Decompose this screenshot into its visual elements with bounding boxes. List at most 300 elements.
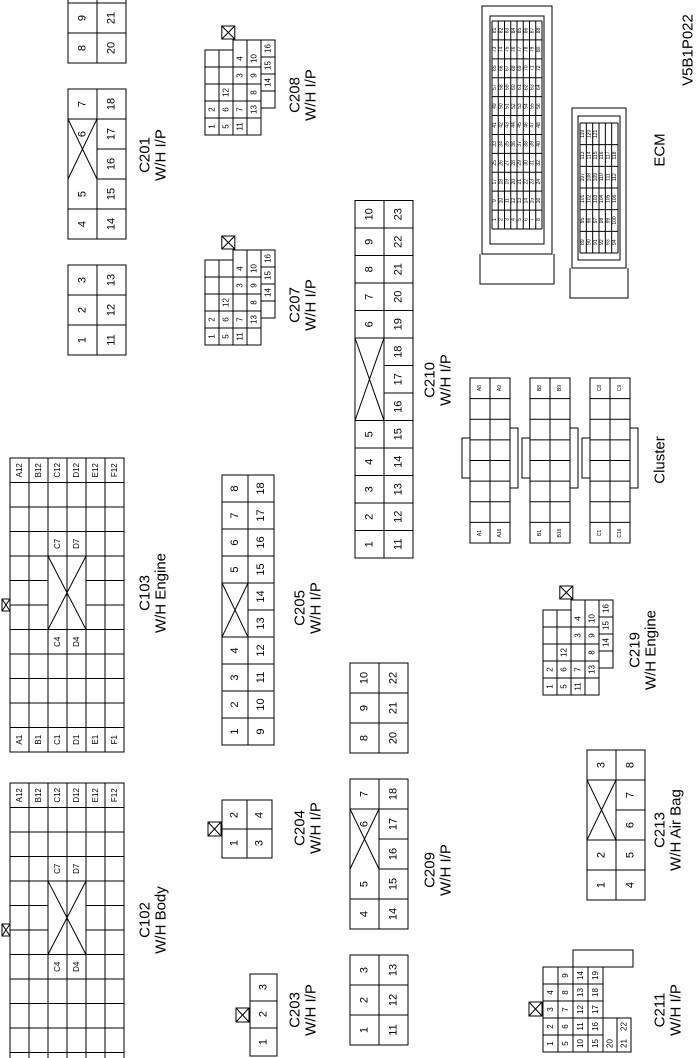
pin-label: 19 [504,178,511,185]
pin-label: 98 [599,217,606,224]
pin-label: 2 [229,701,241,708]
pin-label: 10 [587,614,597,623]
pin-label: C12 [53,462,62,478]
ecm-foot [480,254,554,284]
pin-label: 13 [105,273,118,287]
pin-label: 17 [387,817,400,831]
pin-label: 3 [573,633,583,638]
pin-label: 10 [249,54,259,63]
pin-label: 6 [221,317,231,322]
pin-label: 105 [605,194,612,204]
pin-label: 53 [517,103,524,109]
pin-label: 12 [221,88,231,97]
pin-label: 18 [498,178,505,185]
pin-label: 71 [529,65,536,72]
pin-label: 21 [619,1039,629,1048]
pin-label: 1 [257,1038,270,1046]
pin-label: 3 [235,283,245,288]
diagram-code [680,14,697,86]
pin-label: 12 [105,303,118,317]
pin-label: B1 [537,529,543,537]
pin-label: 7 [529,218,536,221]
pin-label: 76 [510,46,517,53]
pin-label: C4 [53,961,62,972]
pin-label: 16 [591,1022,600,1031]
pin-label: 23 [392,208,405,221]
connector-id: C201 [136,137,154,173]
c207-connector [205,236,320,345]
pin-label: 3 [504,218,511,221]
pin-label: 1 [207,334,217,339]
pin-label: 11 [392,538,405,550]
outline [205,50,219,135]
pin-label: D7 [72,538,81,549]
pin-label: 2 [358,996,371,1004]
pin-label: F1 [110,735,119,745]
pin-label: B12 [34,788,43,803]
pin-label: 7 [229,512,241,519]
pin-label: 114 [586,151,593,160]
pin-label: 13 [387,963,400,977]
pin-label: 1 [546,1041,555,1046]
pin-label: 3 [363,486,376,493]
pin-label: 4 [510,218,517,221]
pin-label: 16 [535,197,542,204]
pin-label: 111 [605,173,612,181]
pin-label: 14 [392,455,405,468]
pin-label: 3 [229,674,241,681]
pin-label: 5 [76,190,89,198]
pin-label: D4 [72,961,81,972]
pin-label: 2 [498,218,505,221]
pin-label: 26 [498,160,505,166]
pin-label: 17 [392,373,405,386]
c203-connector [236,974,320,1056]
pin-label: 23 [529,178,536,185]
pin-label: 86 [523,27,530,34]
pin-label: 16 [387,847,400,861]
harness-name: W/H Body [152,886,170,954]
pin-label: 108 [586,172,593,182]
harness-name: W/H I/P [302,279,320,331]
pin-label: A8 [477,384,483,392]
pin-label: 1 [595,881,608,889]
pin-label: A9 [497,384,503,392]
pin-label: 13 [249,315,259,324]
pin-label: C9 [617,384,623,392]
pin-label: E12 [91,788,100,803]
pin-label: 21 [105,11,118,25]
harness-name: W/H Engine [152,552,170,634]
outline [582,438,590,478]
pin-label: B8 [537,384,543,392]
pin-label: 3 [595,761,608,769]
pin-label: 10 [576,1039,585,1048]
pin-label: 85 [517,27,524,34]
pin-label: A12 [15,788,24,803]
pin-label: C16 [617,528,623,538]
pin-label: 12 [255,644,267,657]
outline [570,428,578,488]
pin-label: 1 [363,541,376,548]
pin-label: 73 [492,46,499,53]
pin-label: D4 [72,636,81,647]
pin-label: 80 [535,46,542,53]
pin-label: 17 [255,509,267,522]
connector-id: C208 [286,77,304,113]
harness-name: W/H I/P [307,582,325,634]
outline [571,600,585,695]
pin-label: 13 [392,483,405,496]
pin-label: 7 [235,107,245,112]
connector-id: Cluster [651,436,669,484]
pin-label: 113 [580,151,587,160]
pin-label: 6 [363,321,376,328]
pin-label: 58 [498,84,505,90]
pin-label: 5 [363,431,376,438]
pin-label: 89 [580,239,587,245]
pin-label: 83 [504,27,511,34]
pin-label: 41 [492,122,499,128]
c209-connector [350,663,455,1045]
pin-label: 7 [561,1007,570,1012]
pin-label: 77 [517,46,524,53]
pin-label: 97 [592,217,599,224]
pin-label: 120 [586,129,593,139]
pin-label: 121 [592,129,599,139]
pin-label: C1 [53,734,62,745]
pin-label: 2 [207,107,217,112]
pin-label: 107 [580,172,587,182]
connector-id: C204 [291,810,309,846]
pin-label: 8 [535,218,542,221]
pin-label: 14 [263,288,273,297]
pin-label: 20 [605,1039,615,1048]
pin-label: 10 [498,197,505,204]
pin-label: 60 [510,84,517,90]
connector-id: C209 [421,852,439,888]
pin-label: 29 [517,160,524,166]
pin-label: 112 [611,173,618,182]
pin-label: 18 [105,97,118,111]
pin-label: 96 [586,217,593,224]
pin-label: 6 [559,667,569,672]
pin-label: 7 [358,790,371,798]
pin-label: 11 [573,682,583,691]
pin-label: 20 [387,731,400,745]
pin-label: 9 [492,199,499,203]
pin-label: 11 [235,332,245,341]
pin-label: 12 [510,197,517,204]
pin-label: 1 [492,218,499,221]
pin-label: 95 [580,217,587,224]
pin-label: 87 [529,27,536,34]
harness-name: W/H I/P [437,844,455,896]
pin-label: 54 [523,103,530,109]
pin-label: 14 [601,638,611,647]
outline [233,40,247,135]
pin-label: 31 [529,160,536,166]
pin-label: 9 [587,633,597,638]
pin-label: 5 [221,124,231,129]
pin-label: 25 [492,160,499,166]
pin-label: 11 [504,198,511,204]
c103-connector [2,458,170,752]
pin-label: 67 [504,65,511,72]
pin-label: 15 [263,271,273,280]
pin-label: C7 [53,863,62,874]
pin-label: 18 [392,345,405,358]
pin-label: 8 [358,734,371,742]
pin-label: 9 [363,238,376,245]
pin-label: 13 [587,665,597,674]
pin-label: 45 [517,122,524,128]
pin-label: D12 [72,462,81,478]
pin-label: 61 [517,84,524,90]
pin-label: 81 [492,27,499,34]
harness-name: W/H I/P [667,984,685,1036]
pin-label: 47 [529,122,536,128]
pin-label: 15 [591,1039,600,1048]
pin-label: 10 [255,698,267,711]
outline [233,250,247,345]
pin-label: 33 [492,141,499,147]
pin-label: 72 [535,65,542,72]
pin-label: 15 [601,621,611,630]
pin-label: 13 [255,617,267,630]
connector-id: C102 [136,902,154,938]
c210-connector [355,201,455,559]
outline [205,260,219,345]
pin-label: 7 [76,100,89,108]
pin-label: 3 [358,966,371,974]
pin-label: 1 [207,124,217,129]
outline [543,610,557,695]
pin-label: 99 [605,217,612,224]
pin-label: F12 [110,463,119,478]
pin-label: 9 [255,728,267,735]
pin-label: 43 [504,122,511,128]
pin-label: 3 [235,73,245,78]
pin-label: 15 [105,187,118,201]
pin-label: 15 [255,563,267,576]
pin-label: 116 [599,151,606,160]
pin-label: 22 [619,1022,629,1031]
pin-label: B1 [34,734,43,745]
pin-label: 101 [580,194,587,204]
pin-label: E12 [91,463,100,478]
pin-label: 8 [76,44,89,52]
pin-label: 19 [392,318,405,331]
harness-name: W/H Engine [642,609,660,691]
c213-connector [587,750,685,900]
pin-label: 7 [235,317,245,322]
pin-label: 14 [576,971,585,980]
pin-label: 4 [358,910,371,918]
pin-label: 4 [253,811,266,819]
pin-label: 69 [517,65,524,72]
pin-label: 110 [599,173,606,182]
pin-label: 2 [546,1024,555,1029]
harness-name: W/H I/P [437,354,455,406]
outline [573,950,633,967]
pin-label: 14 [387,907,400,921]
pin-label: B16 [557,528,563,538]
pin-label: 16 [255,536,267,549]
c208-connector [205,26,320,135]
pin-label: 28 [510,160,517,166]
pin-label: 118 [611,151,618,160]
c219-connector [543,586,660,695]
outline [522,438,530,478]
pin-label: 82 [498,27,505,34]
pin-label: 18 [255,482,267,495]
pin-label: 5 [624,851,637,859]
pin-label: 5 [561,1041,570,1046]
pin-label: 8 [229,485,241,492]
pin-label: 12 [387,993,400,1007]
pin-label: F12 [110,788,119,803]
pin-label: 8 [587,650,597,655]
pin-label: 2 [257,1010,270,1018]
pin-label: 1 [76,336,89,344]
pin-label: 4 [229,647,241,654]
pin-label: 16 [601,604,611,613]
pin-label: 21 [517,178,524,185]
pin-label: 2 [595,851,608,859]
pin-label: 14 [255,590,267,603]
pin-label: 9 [358,704,371,712]
pin-label: 5 [358,880,371,888]
pin-label: C8 [597,384,603,392]
pin-label: D12 [72,787,81,803]
pin-label: 14 [105,217,118,231]
pin-label: 17 [591,1005,600,1014]
pin-label: 65 [492,65,499,72]
pin-label: 57 [492,84,499,90]
pin-label: D7 [72,863,81,874]
pin-label: 6 [229,539,241,546]
pin-label: 4 [235,266,245,271]
pin-label: 34 [498,141,505,147]
connector-id: C210 [421,362,439,398]
pin-label: 17 [492,178,499,185]
pin-label: 2 [76,306,89,314]
pin-label: 9 [76,14,89,22]
pin-label: 32 [535,160,542,166]
pin-label: 6 [624,821,637,829]
pin-label: 14 [523,197,530,204]
pin-label: 59 [504,84,511,90]
pin-label: 30 [523,160,530,166]
pin-label: 13 [517,197,524,204]
pin-label: 13 [249,105,259,114]
pin-label: 93 [605,239,612,245]
pin-label: 91 [592,239,599,245]
outline [510,428,518,488]
pin-label: 66 [498,65,505,72]
connector-id: C205 [291,590,309,626]
pin-label: 44 [510,122,517,128]
pin-label: 1 [228,839,241,847]
pin-label: 75 [504,46,511,53]
pin-label: 16 [105,157,118,171]
pin-label: 40 [535,141,542,147]
pin-label: 70 [523,65,530,72]
pin-label: 63 [529,84,536,90]
pin-label: 74 [498,46,505,53]
pin-label: 18 [387,787,400,801]
pin-label: 78 [523,46,530,53]
pin-label: 2 [545,667,555,672]
pin-label: 79 [529,46,536,53]
pin-label: A1 [477,529,483,537]
pin-label: 3 [253,839,266,847]
pin-label: 49 [492,103,499,109]
pin-label: 4 [235,56,245,61]
pin-label: 21 [392,263,405,276]
diagram-code-label: V5B1P022 [679,14,697,86]
ecm-foot [570,268,628,298]
pin-label: B9 [557,384,563,392]
pin-label: 1 [358,1026,371,1034]
pin-label: 103 [592,194,599,204]
connector-id: C203 [286,992,304,1028]
pin-label: 7 [573,667,583,672]
harness-name: W/H I/P [307,802,325,854]
pin-label: 62 [523,84,530,90]
pin-label: 12 [576,1005,585,1014]
pin-label: 88 [535,27,542,34]
pin-label: 102 [586,194,593,204]
pin-label: 4 [573,616,583,621]
cluster-connector [462,378,669,543]
connector-id: C219 [626,632,644,668]
pin-label: 48 [535,122,542,128]
pin-label: 119 [580,129,587,138]
pin-label: 11 [387,1024,400,1036]
connector-id: C207 [286,287,304,323]
pin-label: 2 [363,513,376,520]
harness-name: W/H I/P [302,984,320,1036]
pin-label: 37 [517,141,524,147]
pin-label: 9 [249,73,259,78]
pin-label: 64 [535,84,542,90]
pin-label: 19 [591,971,600,980]
pin-label: 15 [529,197,536,204]
pin-label: 24 [535,178,542,185]
pin-label: 94 [611,239,618,245]
pin-label: 7 [363,293,376,300]
harness-name: W/H I/P [302,69,320,121]
pin-label: 22 [523,178,530,185]
pin-label: 15 [263,61,273,70]
pin-label: 4 [363,458,376,465]
pin-label: A16 [497,528,503,538]
connector-id: C103 [136,575,154,611]
pin-label: 22 [387,671,400,685]
pin-label: 50 [498,103,505,109]
pin-label: 12 [392,510,405,523]
pin-label: 36 [510,141,517,147]
pin-label: 4 [624,881,637,889]
pin-label: 3 [76,276,89,284]
pin-label: 22 [392,235,405,248]
pin-label: 6 [358,820,371,828]
pin-label: 12 [559,648,569,657]
pin-label: 39 [529,141,536,147]
harness-name: W/H I/P [152,129,170,181]
